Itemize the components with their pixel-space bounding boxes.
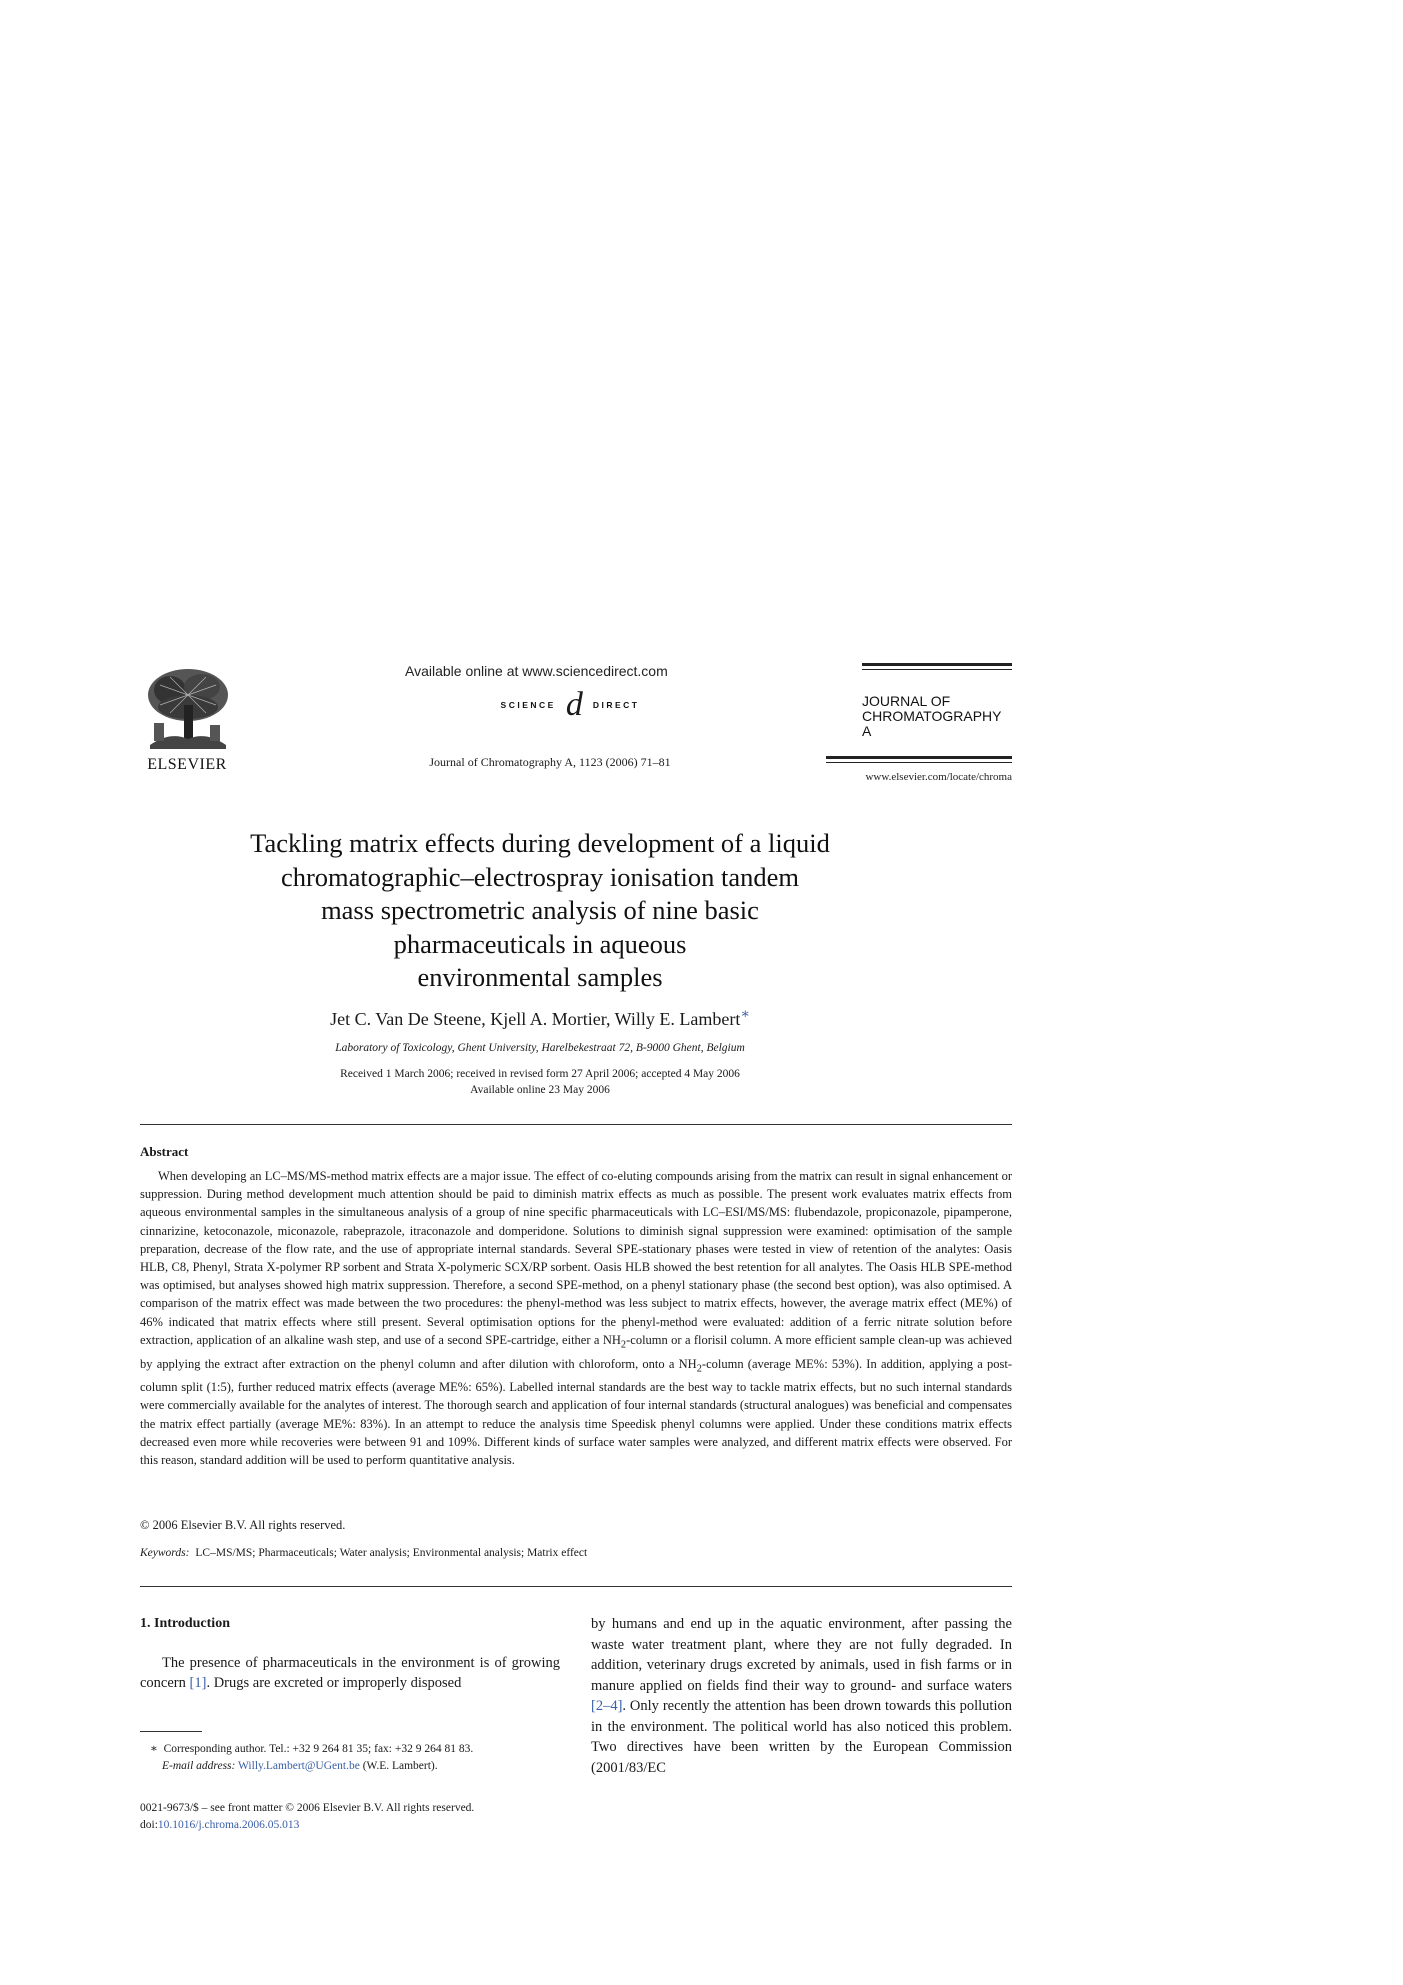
- intro-paragraph-continued: by humans and end up in the aquatic environment, after passing the waste water treatment plant, where they are not fully degraded. In addition, veterinary drugs excreted by animals, used in fish farms or in manure applied on fields find their way to ground- and surface waters [2–4]. Only recently the attention has been drown towards this pollution in the environment. The political world has also noticed this problem. Two directives have been written by the European Commission (2001/83/EC: [591, 1616, 1012, 1776]
- journal-name: [862, 694, 1012, 739]
- citation-link[interactable]: [2–4]: [591, 1698, 623, 1714]
- journal-name-line1: JOURNAL OF: [862, 693, 951, 709]
- keywords-label: Keywords:: [140, 1547, 190, 1559]
- footnote-email: E-mail address: Willy.Lambert@UGent.be (W.E. Lambert).: [162, 1760, 438, 1772]
- divider-top: [140, 1124, 1012, 1125]
- keywords: [140, 1547, 1012, 1559]
- elsevier-tree-icon: [140, 665, 235, 775]
- doi-line: doi:10.1016/j.chroma.2006.05.013: [140, 1819, 300, 1831]
- footnote-corresponding: ∗ Corresponding author. Tel.: +32 9 264 81 35; fax: +32 9 264 81 83.: [150, 1743, 474, 1755]
- sciencedirect-mark: d: [565, 686, 583, 723]
- elsevier-logo: [140, 665, 235, 775]
- article-dates: [210, 1066, 870, 1098]
- email-link[interactable]: Willy.Lambert@UGent.be: [238, 1760, 360, 1772]
- affiliation: Laboratory of Toxicology, Ghent University, Harelbekestraat 72, B-9000 Ghent, Belgium: [335, 1042, 745, 1054]
- issn-block: [140, 1800, 740, 1834]
- abstract-copyright: © 2006 Elsevier B.V. All rights reserved.: [140, 1518, 346, 1532]
- journal-name-line2: CHROMATOGRAPHY A: [862, 708, 1002, 739]
- masthead-rule: [862, 663, 1012, 666]
- footnote: [140, 1741, 560, 1775]
- sciencedirect-science: SCIENCE: [500, 700, 556, 710]
- svg-text:ELSEVIER: ELSEVIER: [147, 756, 227, 773]
- title-line: environmental samples: [417, 962, 663, 992]
- journal-masthead: [862, 663, 1012, 739]
- available-online: Available online at www.sciencedirect.com: [405, 663, 668, 679]
- front-matter: 0021-9673/$ – see front matter © 2006 Elsevier B.V. All rights reserved.: [140, 1802, 475, 1814]
- journal-url[interactable]: www.elsevier.com/locate/chroma: [865, 771, 1012, 783]
- authors-text: Jet C. Van De Steene, Kjell A. Mortier, Willy E. Lambert: [330, 1009, 741, 1029]
- section-heading: 1. Introduction: [140, 1616, 230, 1631]
- received-dates: Received 1 March 2006; received in revised form 27 April 2006; accepted 4 May 2006: [340, 1068, 740, 1080]
- intro-right-column: [591, 1614, 1012, 1778]
- article-title: [210, 827, 870, 995]
- abstract-heading: Abstract: [140, 1144, 189, 1159]
- available-date: Available online 23 May 2006: [470, 1084, 610, 1096]
- citation-link[interactable]: [1]: [189, 1675, 207, 1691]
- title-line: chromatographic–electrospray ionisation tandem: [280, 861, 800, 892]
- footnote-mark: ∗: [150, 1743, 158, 1755]
- journal-citation: Journal of Chromatography A, 1123 (2006) 71–81: [429, 755, 671, 769]
- abstract-text: When developing an LC–MS/MS-method matrix effects are a major issue. The effect of co-eluting compounds arising from the matrix can result in signal enhancement or suppression. During method development much attention should be paid to diminish matrix effects as much as possible. The present work evaluates matrix effects from aqueous environmental samples in the simultaneous analysis of a group of nine specific pharmaceuticals with LC–ESI/MS/MS: flubendazole, propiconazole, pipamperone, cinnarizine, ketoconazole, miconazole, rabeprazole, itraconazole and domperidone. Solutions to diminish signal suppression were examined: optimisation of the sample preparation, decrease of the flow rate, and the use of appropriate internal standards. Several SPE-stationary phases were tested in view of retention of the analytes: Oasis HLB, C8, Phenyl, Strata X-polymer RP sorbent and Strata X-polymeric SCX/RP sorbent. Oasis HLB showed the best retention for all analytes. The Oasis HLB SPE-method was optimised, but analyses showed high matrix suppression. Therefore, a second SPE-method, on a phenyl stationary phase (the second best option), was also optimised. A comparison of the matrix effect was made between the two procedures: the phenyl-method was less subject to matrix effects, however, the average matrix effect (ME%) of 46% indicated that matrix effects where still present. Several optimisation options for the phenyl-method were evaluated: addition of a ferric nitrate solution before extraction, application of an alkaline wash step, and use of a second SPE-cartridge, either a $NH_2$-column or a florisil column. A more efficient sample clean-up was achieved by applying the extract after extraction on the phenyl column and after dilution with chloroform, onto a $NH_2$-column (average ME%: 53%). In addition, applying a post-column split (1:5), further reduced matrix effects (average ME%: 65%). Labelled internal standards are the best way to tackle matrix effects, but no such internal standards were commercially available for the analytes of interest. The thorough search and application of four internal standards (structural analogues) was beneficial and compensates the matrix effect partially (average ME%: 83%). In an attempt to reduce the analysis time Speedisk phenyl columns were applied. Under these conditions matrix effects decreased even more while recoveries were between 91 and 109%. Different kinds of surface water samples were analyzed, and different matrix effects were observed. For this reason, standard addition will be used to perform quantitative analysis.: [140, 1169, 1013, 1468]
- sciencedirect-logo: [455, 683, 685, 727]
- title-line: pharmaceuticals in aqueous: [393, 928, 687, 959]
- divider-bottom: [140, 1586, 1012, 1587]
- doi-link[interactable]: 10.1016/j.chroma.2006.05.013: [157, 1819, 300, 1831]
- title-line: Tackling matrix effects during development of a liquid: [250, 828, 830, 858]
- title-line: mass spectrometric analysis of nine basic: [321, 895, 759, 925]
- keywords-list: LC–MS/MS; Pharmaceuticals; Water analysis; Environmental analysis; Matrix effect: [195, 1547, 588, 1559]
- journal-url-rule: [826, 756, 1012, 763]
- masthead-rule-thin: [862, 669, 1012, 670]
- corresponding-author-mark[interactable]: ∗: [740, 1007, 750, 1022]
- footnote-rule: [140, 1731, 202, 1732]
- intro-left-column: [140, 1614, 560, 1694]
- sciencedirect-direct: DIRECT: [592, 700, 640, 710]
- author-list: [210, 1006, 870, 1030]
- intro-paragraph: The presence of pharmaceuticals in the environment is of growing concern [1]. Drugs are excreted or improperly disposed: [140, 1654, 560, 1691]
